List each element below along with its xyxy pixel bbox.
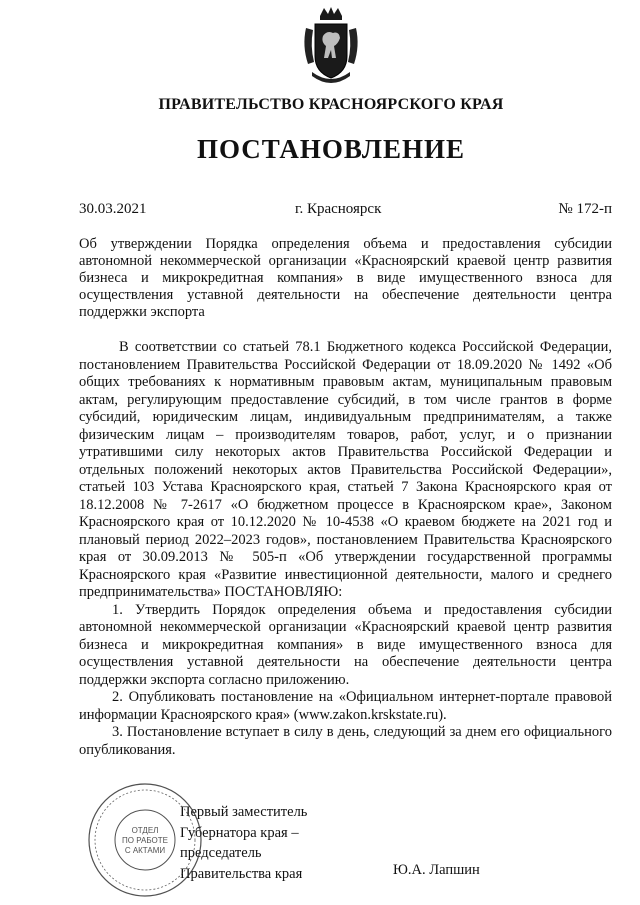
coat-of-arms-icon xyxy=(300,6,362,86)
resolution-item-1: 1. Утвердить Порядок определения объема и предоставления субсидии автономной некоммерческой организации «Красноярский краевой центр развития бизнеса и микрокредитная компания» в виде имущественного взноса для осуществления уставной деятельности на обеспечение деятельности центра поддержки экспорта согласно приложению. xyxy=(79,601,612,688)
resolution-item-3: 3. Постановление вступает в силу в день, следующий за днем его официального опубликования. xyxy=(79,724,612,758)
signatory-title-line: председатель xyxy=(180,845,262,861)
document-number: № 172-п xyxy=(558,201,612,217)
subject-text: Об утверждении Порядка определения объема и предоставления субсидии автономной некоммерческой организации «Красноярский краевой центр развития бизнеса и микрокредитная компания» в виде имущественного взноса для осуществления уставной деятельности на обеспечение деятельности центра поддержки экспорта xyxy=(79,236,612,320)
document-city: г. Красноярск xyxy=(295,201,382,217)
signatory-name: Ю.А. Лапшин xyxy=(393,862,480,878)
document-subject xyxy=(79,236,612,321)
document-body xyxy=(79,339,612,759)
preamble-paragraph: В соответствии со статьей 78.1 Бюджетного кодекса Российской Федерации, постановлением Правительства Российской Федерации от 18.09.2020 № 1492 «Об общих требованиях к нормативным правовым актам, муниципальным правовым актам, регулирующим предоставление субсидий, в том числе грантов в форме субсидий, юридическим лицам, индивидуальным предпринимателям, а также физическим лицам – производителям товаров, работ, услуг, и о признании утратившими силу некоторых актов Правительства Российской Федерации и отдельных положений некоторых актов Правительства Российской Федерации», статьей 103 Устава Красноярского края, статьей 7 Закона Красноярского края от 18.12.2008 № 7-2617 «О бюджетном процессе в Красноярском крае», Законом Красноярского края от 10.12.2020 № 10-4538 «О краевом бюджете на 2021 год и плановый период 2022–2023 годов», постановлением Правительства Красноярского края от 30.09.2013 № 505-п «Об утверждении государственной программы Красноярского края «Развитие инвестиционной деятельности, малого и среднего предпринимательства» ПОСТАНОВЛЯЮ: xyxy=(79,339,612,600)
document-meta-row xyxy=(79,201,612,219)
stamp-line: ПО РАБОТЕ xyxy=(122,836,168,845)
stamp-line: ОТДЕЛ xyxy=(131,826,159,835)
resolution-item-2: 2. Опубликовать постановление на «Официальном интернет-портале правовой информации Красноярского края» (www.zakon.krskstate.ru). xyxy=(79,689,612,723)
signatory-title-line: Губернатора края – xyxy=(180,824,299,841)
signatory-title-line: Правительства края xyxy=(180,865,303,882)
stamp-line: С АКТАМИ xyxy=(124,846,166,855)
government-title: ПРАВИТЕЛЬСТВО КРАСНОЯРСКОГО КРАЯ xyxy=(158,96,504,113)
signatory-title-line: Первый заместитель xyxy=(180,804,308,820)
document-type-heading: ПОСТАНОВЛЕНИЕ xyxy=(196,134,466,164)
office-stamp xyxy=(85,780,205,900)
document-date: 30.03.2021 xyxy=(79,201,147,217)
